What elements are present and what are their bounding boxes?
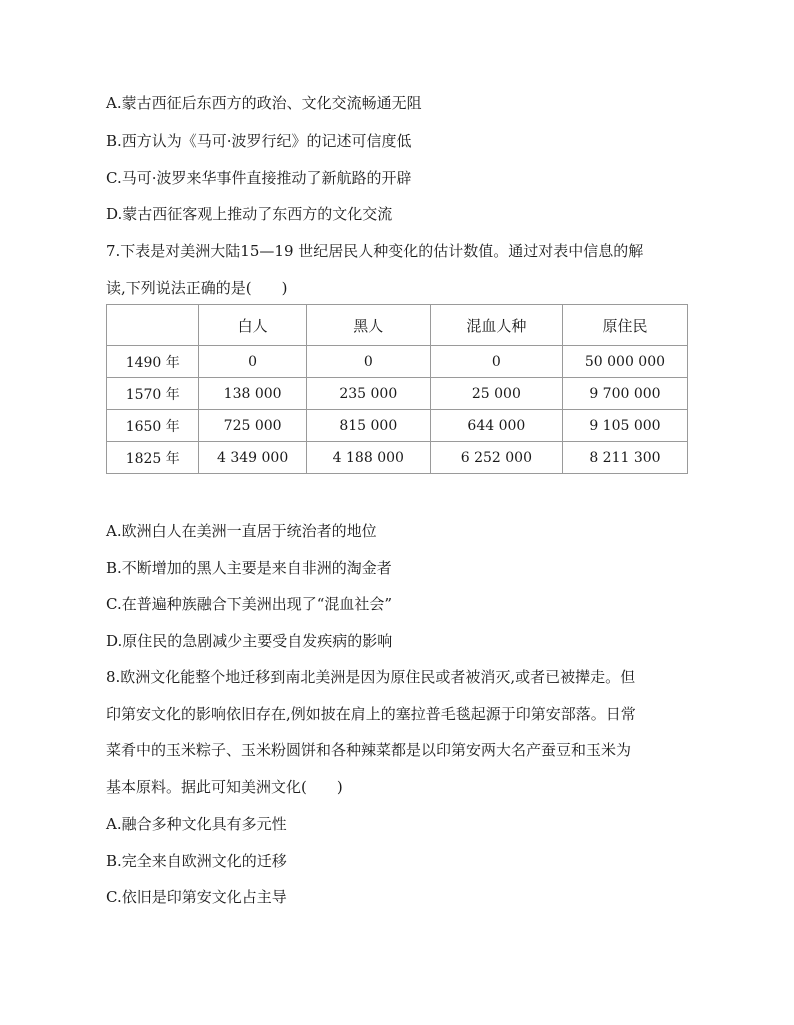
q8-stem-line-2: 印第安文化的影响依旧存在,例如披在肩上的塞拉普毛毯起源于印第安部落。日常 bbox=[106, 705, 636, 723]
q6-option-c: C.马可·波罗来华事件直接推动了新航路的开辟 bbox=[106, 169, 412, 187]
table-cell: 50 000 000 bbox=[562, 346, 687, 378]
q6-option-b: B.西方认为《马可·波罗行纪》的记述可信度低 bbox=[106, 132, 412, 150]
table-header-black: 黑人 bbox=[306, 305, 430, 346]
table-cell-year: 1570 年 bbox=[107, 378, 199, 410]
table-header-mixed: 混血人种 bbox=[430, 305, 562, 346]
table-cell-year: 1650 年 bbox=[107, 410, 199, 442]
table-cell: 0 bbox=[306, 346, 430, 378]
q8-option-a: A.融合多种文化具有多元性 bbox=[106, 815, 287, 833]
q7-stem-line-2: 读,下列说法正确的是( ) bbox=[106, 279, 288, 297]
q8-stem-line-1: 8.欧洲文化能整个地迁移到南北美洲是因为原住民或者被消灭,或者已被撵走。但 bbox=[106, 668, 636, 686]
q7-option-d: D.原住民的急剧减少主要受自发疾病的影响 bbox=[106, 632, 393, 650]
table-cell: 0 bbox=[199, 346, 306, 378]
table-cell: 9 700 000 bbox=[562, 378, 687, 410]
table-cell: 235 000 bbox=[306, 378, 430, 410]
table-cell: 4 349 000 bbox=[199, 442, 306, 474]
table-header-white: 白人 bbox=[199, 305, 306, 346]
q8-stem-line-3: 菜肴中的玉米粽子、玉米粉圆饼和各种辣菜都是以印第安两大名产蚕豆和玉米为 bbox=[106, 741, 632, 759]
q7-stem-line-1: 7.下表是对美洲大陆15—19 世纪居民人种变化的估计数值。通过对表中信息的解 bbox=[106, 242, 644, 260]
table-cell: 9 105 000 bbox=[562, 410, 687, 442]
table-cell: 6 252 000 bbox=[430, 442, 562, 474]
population-table bbox=[106, 304, 688, 474]
table-header-corner bbox=[107, 305, 199, 346]
q8-option-c: C.依旧是印第安文化占主导 bbox=[106, 888, 287, 906]
table-row bbox=[107, 410, 688, 442]
q8-option-b: B.完全来自欧洲文化的迁移 bbox=[106, 852, 287, 870]
q7-option-b: B.不断增加的黑人主要是来自非洲的淘金者 bbox=[106, 559, 392, 577]
table-cell: 8 211 300 bbox=[562, 442, 687, 474]
table-cell: 725 000 bbox=[199, 410, 306, 442]
q6-option-a: A.蒙古西征后东西方的政治、文化交流畅通无阻 bbox=[106, 94, 422, 112]
table-cell-year: 1825 年 bbox=[107, 442, 199, 474]
q8-stem-line-4: 基本原料。据此可知美洲文化( ) bbox=[106, 778, 343, 796]
table-cell: 644 000 bbox=[430, 410, 562, 442]
table-cell: 4 188 000 bbox=[306, 442, 430, 474]
q7-option-a: A.欧洲白人在美洲一直居于统治者的地位 bbox=[106, 522, 377, 540]
table-cell: 25 000 bbox=[430, 378, 562, 410]
table-row bbox=[107, 346, 688, 378]
table-row bbox=[107, 378, 688, 410]
table-cell: 815 000 bbox=[306, 410, 430, 442]
table-header-native: 原住民 bbox=[562, 305, 687, 346]
q6-option-d: D.蒙古西征客观上推动了东西方的文化交流 bbox=[106, 205, 393, 223]
table-cell: 138 000 bbox=[199, 378, 306, 410]
table-cell: 0 bbox=[430, 346, 562, 378]
q7-option-c: C.在普遍种族融合下美洲出现了“混血社会” bbox=[106, 595, 393, 613]
table-header-row bbox=[107, 305, 688, 346]
table-cell-year: 1490 年 bbox=[107, 346, 199, 378]
table-row bbox=[107, 442, 688, 474]
